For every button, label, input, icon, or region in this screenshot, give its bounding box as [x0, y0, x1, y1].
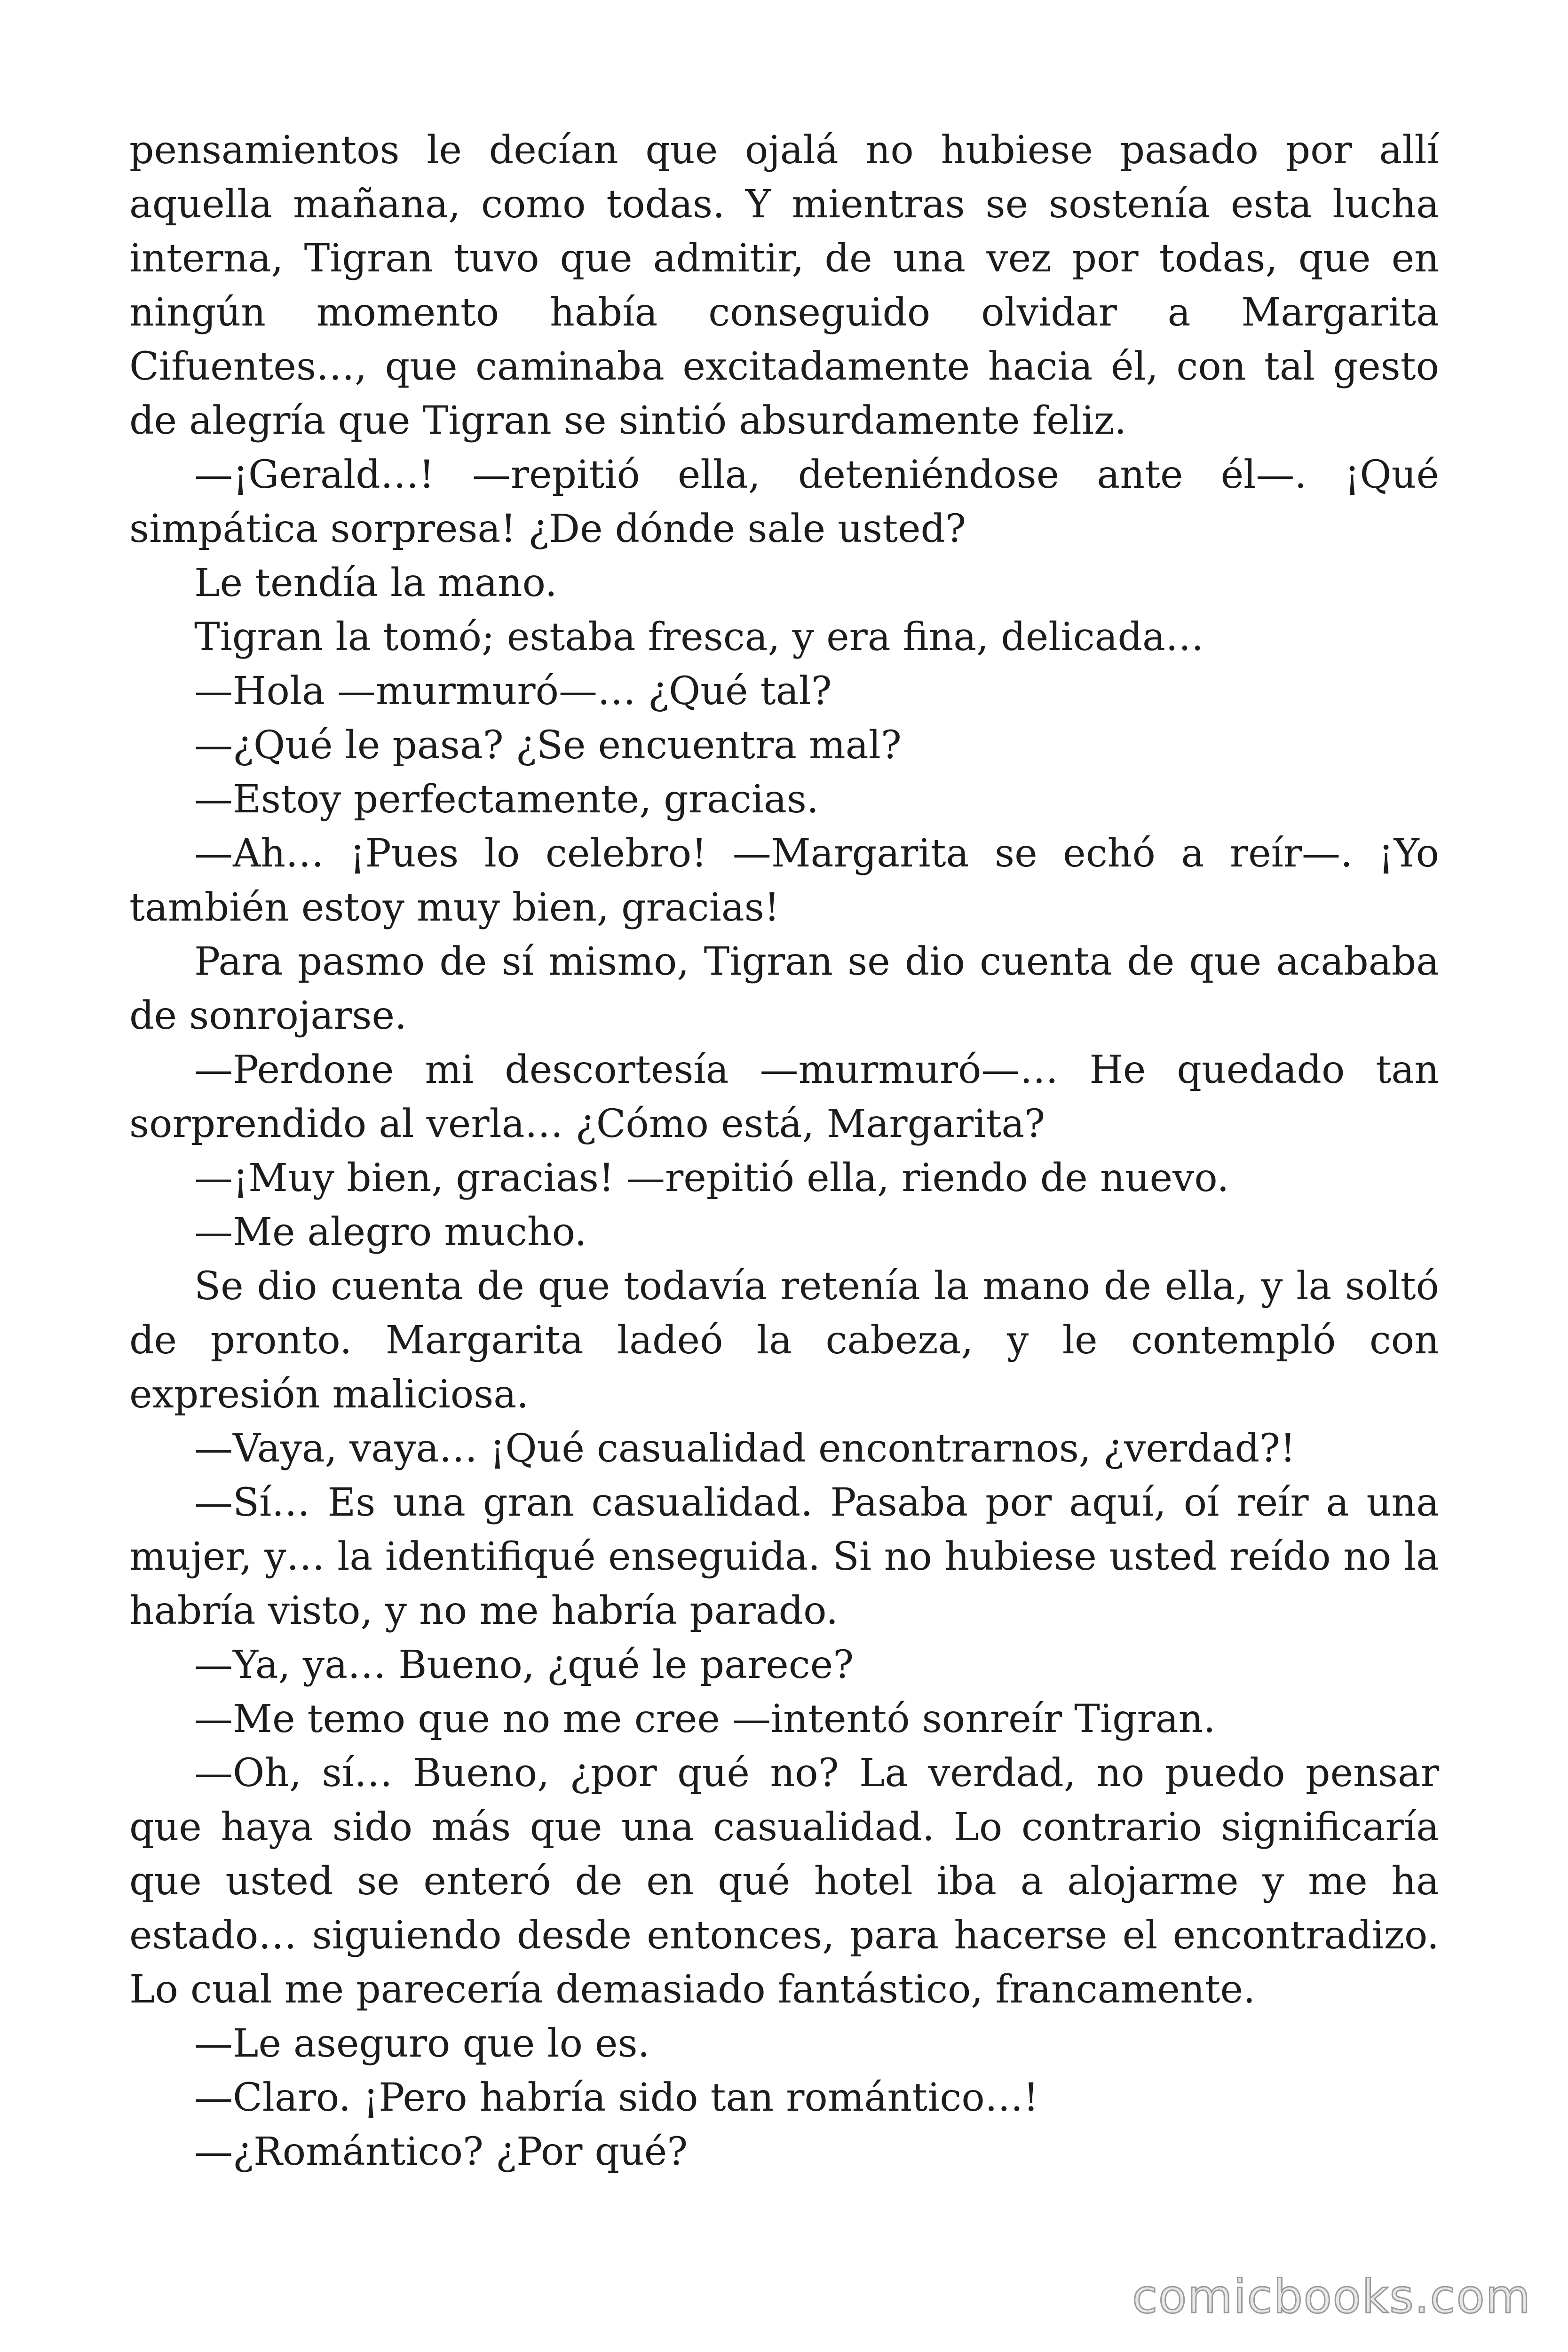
paragraph: —Me alegro mucho. — [194, 1210, 587, 1255]
paragraph: Le tendía la mano. — [194, 561, 557, 605]
watermark-logo: comicbooks.com — [1132, 2270, 1531, 2324]
paragraph: —Perdone mi descortesía —murmuró—… He quedado tan sorprendido al verla… ¿Cómo está, Margarita? — [129, 1048, 1439, 1146]
paragraph: —¿Qué le pasa? ¿Se encuentra mal? — [194, 723, 902, 768]
paragraph: —Ya, ya… Bueno, ¿qué le parece? — [194, 1643, 854, 1687]
paragraph: —Estoy perfectamente, gracias. — [194, 777, 819, 822]
paragraph: —Le aseguro que lo es. — [194, 2021, 650, 2066]
paragraph: —Hola —murmuró—… ¿Qué tal? — [194, 669, 832, 714]
paragraph: —¡Gerald…! —repitió ella, deteniéndose ante él—. ¡Qué simpática sorpresa! ¿De dónde sale usted? — [129, 453, 1439, 551]
paragraph: —¡Muy bien, gracias! —repitió ella, riendo de nuevo. — [194, 1156, 1229, 1200]
paragraph: —Me temo que no me cree —intentó sonreír Tigran. — [194, 1697, 1216, 1741]
paragraph: —Ah… ¡Pues lo celebro! —Margarita se echó a reír—. ¡Yo también estoy muy bien, gracias! — [129, 831, 1439, 930]
paragraph: Se dio cuenta de que todavía retenía la mano de ella, y la soltó de pronto. Margarita ladeó la cabeza, y le contempló con expresión maliciosa. — [129, 1264, 1439, 1417]
paragraph: —Claro. ¡Pero habría sido tan romántico…! — [194, 2075, 1039, 2120]
page-text — [129, 123, 1439, 2179]
paragraph: Para pasmo de sí mismo, Tigran se dio cuenta de que acababa de sonrojarse. — [129, 939, 1439, 1038]
paragraph: Tigran la tomó; estaba fresca, y era fina, delicada… — [194, 615, 1204, 660]
paragraph: pensamientos le decían que ojalá no hubiese pasado por allí aquella mañana, como todas. Y mientras se sostenía esta lucha interna, Tigran tuvo que admitir, de una vez por todas, que en ningún momento había conseguido olvidar a Margarita Cifuentes…, que caminaba excitadamente hacia él, con tal gesto de alegría que Tigran se sintió absurdamente feliz. — [129, 128, 1439, 443]
paragraph: —Sí… Es una gran casualidad. Pasaba por aquí, oí reír a una mujer, y… la identifiqué enseguida. Si no hubiese usted reído no la habría visto, y no me habría parado. — [129, 1480, 1439, 1633]
paragraph: —¿Romántico? ¿Por qué? — [194, 2130, 688, 2174]
paragraph: —Vaya, vaya… ¡Qué casualidad encontrarnos, ¿verdad?! — [194, 1426, 1296, 1471]
paragraph: —Oh, sí… Bueno, ¿por qué no? La verdad, no puedo pensar que haya sido más que una casualidad. Lo contrario significaría que usted se enteró de en qué hotel iba a alojarme y me ha estado… siguiendo desde entonces, para hacerse el encontradizo. Lo cual me parecería demasiado fantástico, francamente. — [129, 1751, 1439, 2012]
